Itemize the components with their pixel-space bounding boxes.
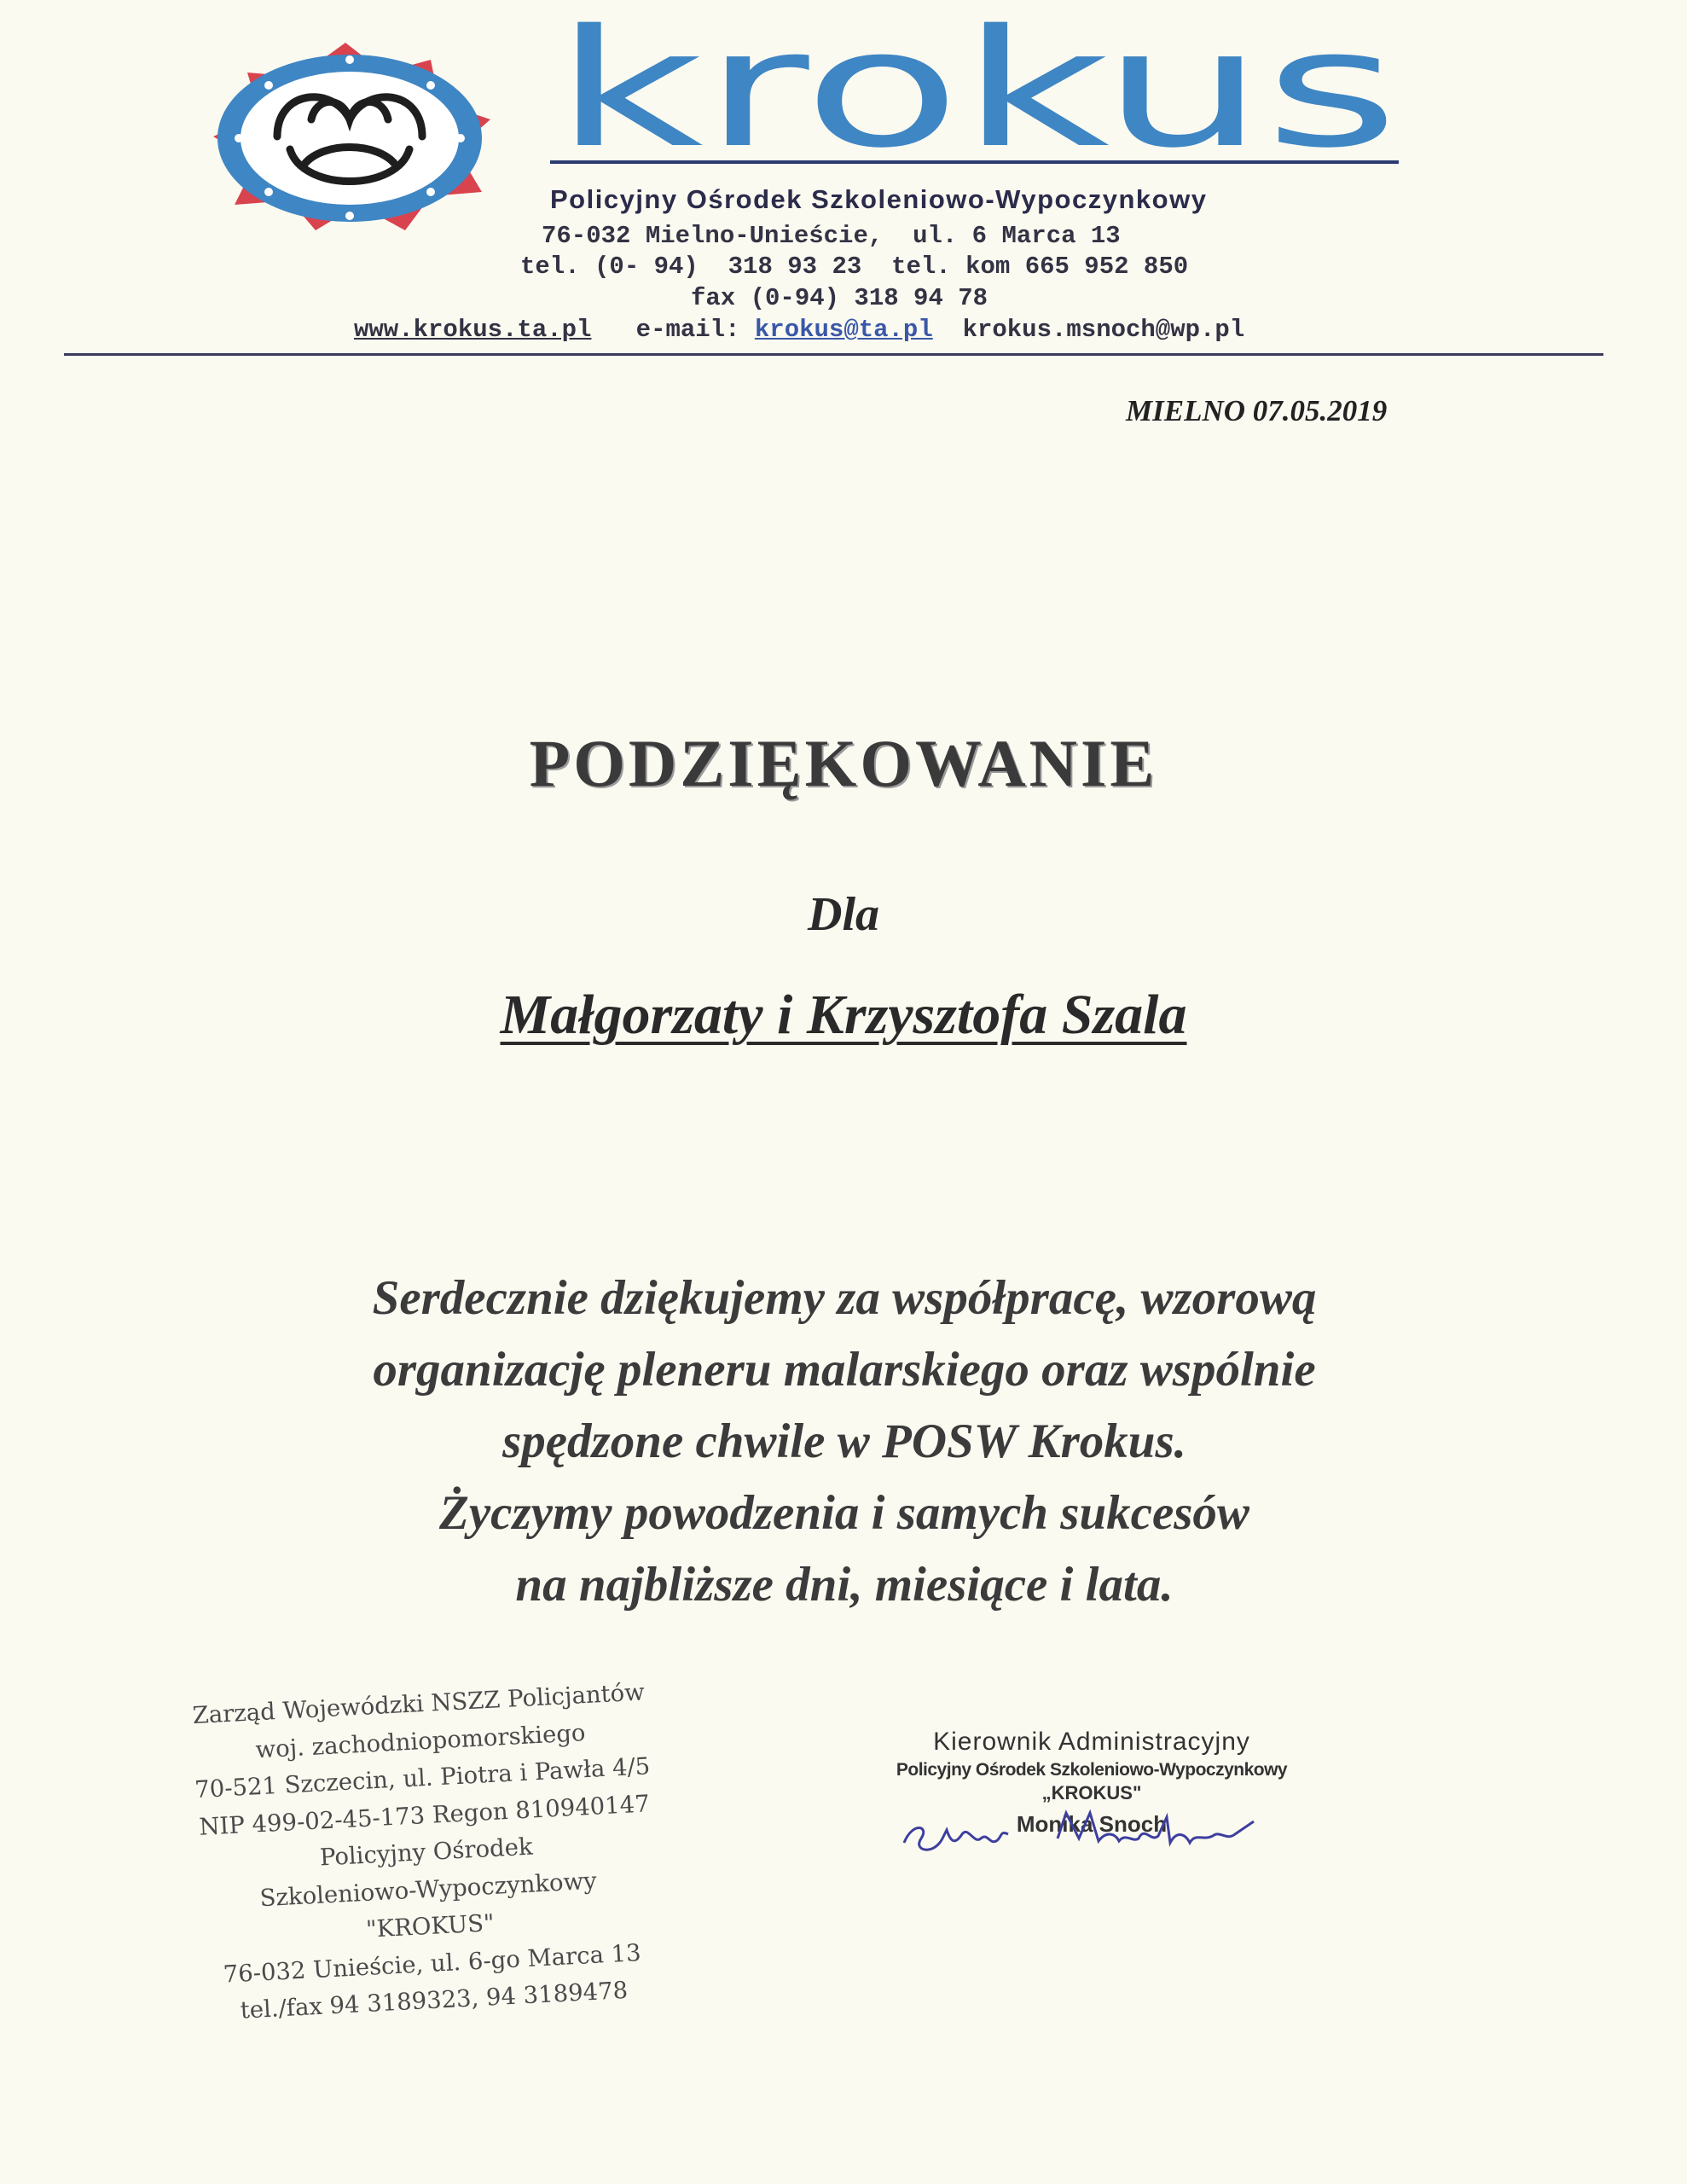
union-stamp: [162, 1673, 691, 2033]
stamp-role: Kierownik Administracyjny: [933, 1728, 1250, 1756]
letterhead-fax: fax (0-94) 318 94 78: [691, 284, 988, 312]
website-link[interactable]: www.krokus.ta.pl: [354, 316, 592, 344]
body-line: Serdecznie dziękujemy za współpracę, wzorową: [372, 1271, 1317, 1325]
letterhead-contacts: [354, 316, 1244, 344]
stamp-line: tel./fax 94 3189323, 94 3189478: [239, 1976, 629, 2024]
stamp-line: "KROKUS": [365, 1908, 496, 1943]
body-line: spędzone chwile w POSW Krokus.: [502, 1414, 1186, 1468]
stamp-line: 70-521 Szczecin, ul. Piotra i Pawła 4/5: [194, 1752, 652, 1804]
body-line: organizację pleneru malarskiego oraz wspólnie: [373, 1343, 1316, 1397]
recipient-name-text: Małgorzaty i Krzysztofa Szala: [500, 984, 1187, 1046]
stamp-line: 76-032 Unieście, ul. 6-go Marca 13: [222, 1938, 642, 1989]
email-link[interactable]: krokus@ta.pl: [754, 316, 933, 344]
recipient-name: [0, 983, 1687, 1048]
brand-wordmark: [546, 17, 1407, 175]
body-line: na najbliższe dni, miesiące i lata.: [515, 1558, 1174, 1612]
handwritten-signature: [896, 1792, 1305, 1868]
brand-wordmark-text: krokus: [554, 17, 1399, 175]
stamp-line: Policyjny Ośrodek: [319, 1833, 534, 1872]
document-body: [119, 1263, 1569, 1621]
stamp-line: NIP 499-02-45-173 Regon 810940147: [198, 1789, 651, 1841]
stamp-org-name: „KROKUS": [1041, 1782, 1142, 1804]
letterhead-phone: tel. (0- 94) 318 93 23 tel. kom 665 952 850: [520, 253, 1189, 281]
body-line: Życzymy powodzenia i samych sukcesów: [439, 1486, 1249, 1540]
letterhead-address: 76-032 Mielno-Unieście, ul. 6 Marca 13: [542, 222, 1121, 250]
email-label: e-mail:: [635, 316, 740, 344]
letterhead-subtitle: Policyjny Ośrodek Szkoleniowo-Wypoczynkowy: [550, 184, 1208, 214]
stamp-name: Monika Snoch: [1016, 1811, 1168, 1837]
stamp-org: Policyjny Ośrodek Szkoleniowo-Wypoczynkowy: [896, 1760, 1288, 1780]
stamp-line: woj. zachodniopomorskiego: [254, 1718, 587, 1763]
document-date: MIELNO 07.05.2019: [1126, 394, 1388, 427]
stamp-line: Szkoleniowo-Wypoczynkowy: [258, 1867, 598, 1912]
document-title: PODZIĘKOWANIE: [529, 726, 1158, 800]
recipient-prefix: Dla: [808, 888, 879, 941]
krokus-logo-emblem: [175, 38, 516, 235]
letterhead-divider: [64, 353, 1603, 356]
stamp-line: Zarząd Wojewódzki NSZZ Policjantów: [191, 1678, 646, 1730]
email2-text: krokus.msnoch@wp.pl: [962, 316, 1245, 344]
